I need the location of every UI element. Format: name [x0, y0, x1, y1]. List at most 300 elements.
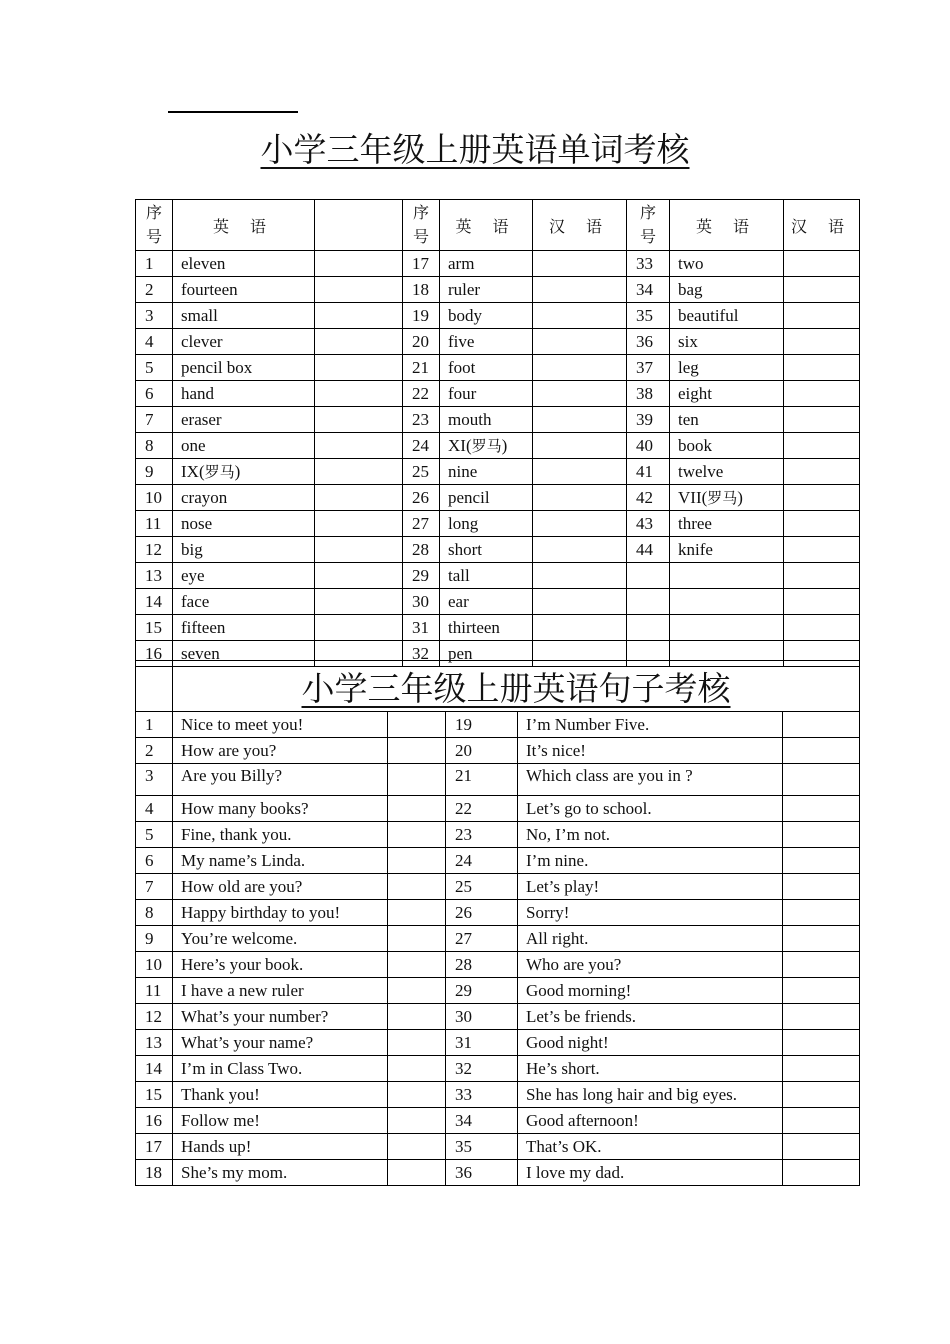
table-row [136, 738, 860, 764]
chinese-answer-cell [315, 563, 403, 589]
chinese-answer-cell [783, 978, 860, 1004]
chinese-answer-cell [388, 952, 446, 978]
word-number: 20 [403, 329, 440, 355]
word-number: 17 [403, 251, 440, 277]
english-sentence: Fine, thank you. [173, 822, 388, 848]
chinese-answer-cell [533, 537, 627, 563]
english-word: small [173, 303, 315, 329]
english-word: book [670, 433, 784, 459]
word-number: 8 [136, 433, 173, 459]
english-sentence: You’re welcome. [173, 926, 388, 952]
word-number: 32 [403, 641, 440, 667]
chinese-answer-cell [388, 926, 446, 952]
chinese-answer-cell [388, 978, 446, 1004]
chinese-answer-cell [388, 848, 446, 874]
sentence-number: 21 [446, 764, 518, 796]
chinese-answer-cell [315, 381, 403, 407]
english-sentence: Hands up! [173, 1134, 388, 1160]
sentence-number: 30 [446, 1004, 518, 1030]
word-number: 28 [403, 537, 440, 563]
chinese-answer-cell [783, 848, 860, 874]
chinese-answer-cell [783, 952, 860, 978]
word-number: 2 [136, 277, 173, 303]
english-sentence: She’s my mom. [173, 1160, 388, 1186]
chinese-answer-cell [784, 355, 860, 381]
english-sentence: I’m nine. [518, 848, 783, 874]
chinese-answer-cell [388, 900, 446, 926]
table-row [136, 355, 860, 381]
english-word: fifteen [173, 615, 315, 641]
word-number: 33 [627, 251, 670, 277]
word-number: 10 [136, 485, 173, 511]
header-chinese: 汉 语 [784, 200, 860, 251]
english-word: thirteen [440, 615, 533, 641]
english-word: one [173, 433, 315, 459]
word-number [627, 563, 670, 589]
english-word: leg [670, 355, 784, 381]
table-row [136, 511, 860, 537]
word-number: 30 [403, 589, 440, 615]
word-number [627, 589, 670, 615]
sentence-number: 22 [446, 796, 518, 822]
english-sentence: How old are you? [173, 874, 388, 900]
word-number: 23 [403, 407, 440, 433]
english-word: pencil box [173, 355, 315, 381]
chinese-answer-cell [388, 712, 446, 738]
english-sentence: Good afternoon! [518, 1108, 783, 1134]
chinese-answer-cell [315, 459, 403, 485]
sentence-number: 26 [446, 900, 518, 926]
chinese-answer-cell [783, 900, 860, 926]
word-number: 22 [403, 381, 440, 407]
sentence-number: 19 [446, 712, 518, 738]
table-row [136, 848, 860, 874]
table-row [136, 1160, 860, 1186]
chinese-answer-cell [533, 303, 627, 329]
word-number: 19 [403, 303, 440, 329]
table-row [136, 381, 860, 407]
english-sentence: She has long hair and big eyes. [518, 1082, 783, 1108]
chinese-answer-cell [315, 433, 403, 459]
chinese-answer-cell [784, 537, 860, 563]
word-number: 42 [627, 485, 670, 511]
sentence-number: 36 [446, 1160, 518, 1186]
english-sentence: Happy birthday to you! [173, 900, 388, 926]
english-sentence: Good night! [518, 1030, 783, 1056]
word-number: 36 [627, 329, 670, 355]
english-word [670, 589, 784, 615]
table-row [136, 764, 860, 796]
word-table-header [136, 200, 860, 251]
word-number: 12 [136, 537, 173, 563]
chinese-answer-cell [533, 329, 627, 355]
title-row-blank-cell [136, 661, 173, 712]
english-sentence: I have a new ruler [173, 978, 388, 1004]
chinese-answer-cell [784, 589, 860, 615]
english-sentence: Let’s be friends. [518, 1004, 783, 1030]
sentence-number: 28 [446, 952, 518, 978]
english-word: beautiful [670, 303, 784, 329]
chinese-answer-cell [533, 511, 627, 537]
top-rule [168, 111, 298, 113]
sentence-number: 33 [446, 1082, 518, 1108]
sentence-number: 23 [446, 822, 518, 848]
table-row [136, 952, 860, 978]
word-number: 15 [136, 615, 173, 641]
chinese-answer-cell [388, 1134, 446, 1160]
sentence-number: 3 [136, 764, 173, 796]
sentence-number: 9 [136, 926, 173, 952]
english-word: ten [670, 407, 784, 433]
sentence-number: 27 [446, 926, 518, 952]
chinese-answer-cell [784, 433, 860, 459]
word-number: 6 [136, 381, 173, 407]
chinese-answer-cell [783, 1108, 860, 1134]
chinese-answer-cell [783, 1056, 860, 1082]
english-word: nose [173, 511, 315, 537]
english-word: five [440, 329, 533, 355]
sentence-number: 18 [136, 1160, 173, 1186]
table-row [136, 1134, 860, 1160]
english-word: four [440, 381, 533, 407]
sentence-number: 12 [136, 1004, 173, 1030]
sentence-section-title: 小学三年级上册英语句子考核 [173, 661, 860, 712]
table-row [136, 485, 860, 511]
chinese-answer-cell [784, 381, 860, 407]
word-number: 35 [627, 303, 670, 329]
word-number: 3 [136, 303, 173, 329]
chinese-answer-cell [784, 511, 860, 537]
chinese-answer-cell [533, 563, 627, 589]
header-english: 英 语 [670, 200, 784, 251]
english-word: VII(罗马) [670, 485, 784, 511]
english-word: fourteen [173, 277, 315, 303]
table-row [136, 926, 860, 952]
english-sentence: Let’s go to school. [518, 796, 783, 822]
sentence-number: 6 [136, 848, 173, 874]
sentence-number: 7 [136, 874, 173, 900]
english-sentence: That’s OK. [518, 1134, 783, 1160]
english-word: bag [670, 277, 784, 303]
word-number: 1 [136, 251, 173, 277]
chinese-answer-cell [533, 589, 627, 615]
chinese-answer-cell [784, 615, 860, 641]
english-word: ruler [440, 277, 533, 303]
english-sentence: Good morning! [518, 978, 783, 1004]
chinese-answer-cell [388, 1056, 446, 1082]
english-word: eye [173, 563, 315, 589]
english-word: twelve [670, 459, 784, 485]
word-number: 13 [136, 563, 173, 589]
table-row [136, 407, 860, 433]
english-sentence: Which class are you in ? [518, 764, 783, 796]
english-sentence: It’s nice! [518, 738, 783, 764]
sentence-number: 16 [136, 1108, 173, 1134]
word-number: 41 [627, 459, 670, 485]
english-word: nine [440, 459, 533, 485]
table-row [136, 329, 860, 355]
chinese-answer-cell [533, 433, 627, 459]
english-word: mouth [440, 407, 533, 433]
chinese-answer-cell [315, 485, 403, 511]
english-word: pencil [440, 485, 533, 511]
word-number: 39 [627, 407, 670, 433]
table-row [136, 537, 860, 563]
english-word: clever [173, 329, 315, 355]
header-english: 英 语 [440, 200, 533, 251]
sentence-number: 34 [446, 1108, 518, 1134]
table-row [136, 978, 860, 1004]
english-sentence: Here’s your book. [173, 952, 388, 978]
sentence-number: 4 [136, 796, 173, 822]
word-number: 38 [627, 381, 670, 407]
english-word: arm [440, 251, 533, 277]
english-sentence: Follow me! [173, 1108, 388, 1134]
table-row [136, 874, 860, 900]
chinese-answer-cell [783, 1030, 860, 1056]
table-row [136, 1056, 860, 1082]
english-word: tall [440, 563, 533, 589]
chinese-answer-cell [784, 303, 860, 329]
english-word: foot [440, 355, 533, 381]
english-sentence: What’s your number? [173, 1004, 388, 1030]
chinese-answer-cell [533, 615, 627, 641]
header-seq-label: 序 号 [412, 203, 429, 246]
chinese-answer-cell [388, 1160, 446, 1186]
table-row [136, 433, 860, 459]
english-word: seven [173, 641, 315, 667]
chinese-answer-cell [315, 407, 403, 433]
english-sentence: I love my dad. [518, 1160, 783, 1186]
chinese-answer-cell [784, 459, 860, 485]
chinese-answer-cell [784, 563, 860, 589]
chinese-answer-cell [783, 738, 860, 764]
english-word: eleven [173, 251, 315, 277]
sentence-number: 15 [136, 1082, 173, 1108]
chinese-answer-cell [783, 796, 860, 822]
chinese-answer-cell [783, 712, 860, 738]
chinese-answer-cell [315, 329, 403, 355]
word-number [627, 615, 670, 641]
chinese-answer-cell [533, 251, 627, 277]
sentence-number: 31 [446, 1030, 518, 1056]
chinese-answer-cell [533, 407, 627, 433]
chinese-answer-cell [783, 764, 860, 796]
table-row [136, 459, 860, 485]
table-row [136, 277, 860, 303]
chinese-answer-cell [783, 874, 860, 900]
english-word: crayon [173, 485, 315, 511]
word-number: 18 [403, 277, 440, 303]
word-number: 21 [403, 355, 440, 381]
chinese-answer-cell [784, 485, 860, 511]
header-seq [627, 200, 670, 251]
chinese-answer-cell [388, 822, 446, 848]
header-seq-label: 序 号 [145, 203, 162, 246]
sentence-number: 20 [446, 738, 518, 764]
english-word: two [670, 251, 784, 277]
chinese-answer-cell [783, 926, 860, 952]
chinese-answer-cell [388, 1108, 446, 1134]
word-number: 25 [403, 459, 440, 485]
chinese-answer-cell [388, 764, 446, 796]
word-number: 24 [403, 433, 440, 459]
table-row [136, 563, 860, 589]
english-sentence: Are you Billy? [173, 764, 388, 796]
header-seq-label: 序 号 [639, 203, 656, 246]
sentence-table [135, 660, 860, 1186]
word-number: 4 [136, 329, 173, 355]
table-row [136, 796, 860, 822]
chinese-answer-cell [315, 615, 403, 641]
chinese-answer-cell [533, 381, 627, 407]
english-sentence: He’s short. [518, 1056, 783, 1082]
table-row [136, 615, 860, 641]
header-chinese: 汉 语 [533, 200, 627, 251]
word-number: 16 [136, 641, 173, 667]
table-row [136, 589, 860, 615]
chinese-answer-cell [533, 277, 627, 303]
english-word: eight [670, 381, 784, 407]
chinese-answer-cell [533, 485, 627, 511]
word-number: 44 [627, 537, 670, 563]
chinese-answer-cell [388, 1004, 446, 1030]
chinese-answer-cell [533, 459, 627, 485]
english-sentence: Let’s play! [518, 874, 783, 900]
word-number: 5 [136, 355, 173, 381]
english-word: eraser [173, 407, 315, 433]
word-number: 11 [136, 511, 173, 537]
word-number: 29 [403, 563, 440, 589]
sentence-number: 5 [136, 822, 173, 848]
sentence-number: 13 [136, 1030, 173, 1056]
table-row [136, 303, 860, 329]
table-row [136, 900, 860, 926]
table-row [136, 251, 860, 277]
english-sentence: Who are you? [518, 952, 783, 978]
word-number: 40 [627, 433, 670, 459]
english-word [670, 615, 784, 641]
sentence-number: 8 [136, 900, 173, 926]
chinese-answer-cell [315, 277, 403, 303]
chinese-answer-cell [315, 303, 403, 329]
sentence-number: 2 [136, 738, 173, 764]
chinese-answer-cell [784, 251, 860, 277]
word-number: 34 [627, 277, 670, 303]
sentence-number: 17 [136, 1134, 173, 1160]
header-seq [136, 200, 173, 251]
english-word: body [440, 303, 533, 329]
english-word: knife [670, 537, 784, 563]
chinese-answer-cell [388, 1082, 446, 1108]
word-number: 43 [627, 511, 670, 537]
english-sentence: Sorry! [518, 900, 783, 926]
chinese-answer-cell [783, 1004, 860, 1030]
chinese-answer-cell [783, 1134, 860, 1160]
english-word: short [440, 537, 533, 563]
english-sentence: I’m Number Five. [518, 712, 783, 738]
chinese-answer-cell [783, 822, 860, 848]
english-word: big [173, 537, 315, 563]
english-word: three [670, 511, 784, 537]
english-sentence: I’m in Class Two. [173, 1056, 388, 1082]
chinese-answer-cell [315, 537, 403, 563]
chinese-answer-cell [388, 1030, 446, 1056]
english-word: face [173, 589, 315, 615]
chinese-answer-cell [315, 589, 403, 615]
sentence-number: 11 [136, 978, 173, 1004]
english-sentence: How many books? [173, 796, 388, 822]
sentence-number: 35 [446, 1134, 518, 1160]
english-word [670, 563, 784, 589]
chinese-answer-cell [784, 277, 860, 303]
english-sentence: How are you? [173, 738, 388, 764]
table-row [136, 1030, 860, 1056]
english-word: hand [173, 381, 315, 407]
english-word: pen [440, 641, 533, 667]
table-row [136, 712, 860, 738]
english-sentence: Thank you! [173, 1082, 388, 1108]
english-word: long [440, 511, 533, 537]
english-word: IX(罗马) [173, 459, 315, 485]
english-word: XI(罗马) [440, 433, 533, 459]
english-sentence: My name’s Linda. [173, 848, 388, 874]
sentence-number: 25 [446, 874, 518, 900]
sentence-number: 1 [136, 712, 173, 738]
sentence-number: 14 [136, 1056, 173, 1082]
chinese-answer-cell [315, 355, 403, 381]
chinese-answer-cell [784, 407, 860, 433]
table-row [136, 1082, 860, 1108]
word-number: 26 [403, 485, 440, 511]
word-number: 14 [136, 589, 173, 615]
english-word: six [670, 329, 784, 355]
sentence-number: 29 [446, 978, 518, 1004]
word-number: 7 [136, 407, 173, 433]
sentence-number: 32 [446, 1056, 518, 1082]
chinese-answer-cell [533, 355, 627, 381]
english-sentence: No, I’m not. [518, 822, 783, 848]
word-table [135, 199, 860, 667]
chinese-answer-cell [388, 738, 446, 764]
table-row [136, 822, 860, 848]
sentence-title-row [136, 661, 860, 712]
chinese-answer-cell [783, 1082, 860, 1108]
sentence-number: 10 [136, 952, 173, 978]
chinese-answer-cell [315, 251, 403, 277]
english-sentence: Nice to meet you! [173, 712, 388, 738]
sentence-number: 24 [446, 848, 518, 874]
page-title: 小学三年级上册英语单词考核 [260, 130, 690, 169]
chinese-answer-cell [388, 874, 446, 900]
word-number: 9 [136, 459, 173, 485]
table-row [136, 1004, 860, 1030]
header-blank [315, 200, 403, 251]
header-english: 英 语 [173, 200, 315, 251]
header-seq [403, 200, 440, 251]
english-sentence: All right. [518, 926, 783, 952]
chinese-answer-cell [783, 1160, 860, 1186]
word-number: 31 [403, 615, 440, 641]
word-number: 27 [403, 511, 440, 537]
word-number: 37 [627, 355, 670, 381]
english-word: ear [440, 589, 533, 615]
english-sentence: What’s your name? [173, 1030, 388, 1056]
chinese-answer-cell [315, 511, 403, 537]
chinese-answer-cell [784, 329, 860, 355]
table-row [136, 1108, 860, 1134]
chinese-answer-cell [388, 796, 446, 822]
